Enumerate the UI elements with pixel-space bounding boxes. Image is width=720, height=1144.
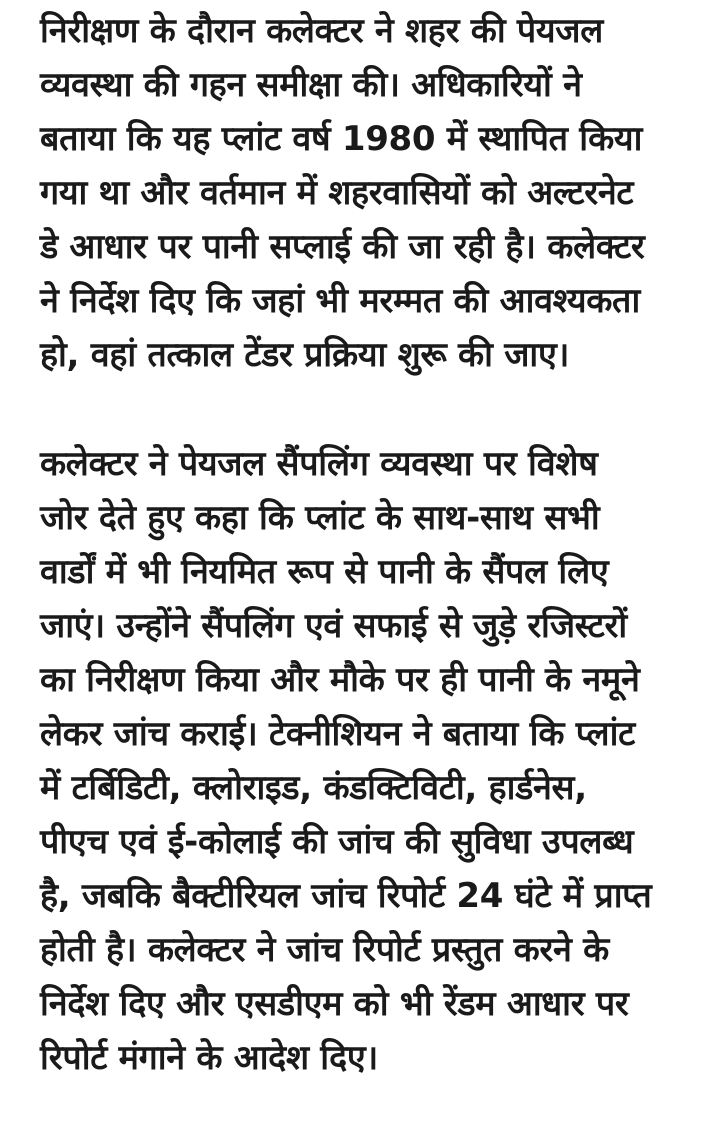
text-line: का निरीक्षण किया और मौके पर ही पानी के नमूने	[40, 660, 640, 700]
text-line: बताया कि यह प्लांट वर्ष 1980 में स्थापित किया	[40, 119, 643, 159]
text-line: निर्देश दिए और एसडीएम को भी रेंडम आधार पर	[40, 984, 629, 1024]
text-line: गया था और वर्तमान में शहरवासियों को अल्टरनेट	[40, 173, 634, 213]
text-line: जाएं। उन्होंने सैंपलिंग एवं सफाई से जुड़े रजिस्टरों	[40, 606, 627, 646]
text-line: ने निर्देश दिए कि जहां भी मरम्मत की आवश्यकता	[40, 281, 640, 321]
text-line: कलेक्टर ने पेयजल सैंपलिंग व्यवस्था पर विशेष	[40, 444, 598, 484]
text-line: रिपोर्ट मंगाने के आदेश दिए।	[40, 1038, 378, 1078]
text-line: व्यवस्था की गहन समीक्षा की। अधिकारियों ने	[40, 65, 582, 105]
paragraph-2	[40, 437, 690, 1085]
text-line: निरीक्षण के दौरान कलेक्टर ने शहर की पेयजल	[40, 11, 603, 51]
text-line: हो, वहां तत्काल टेंडर प्रक्रिया शुरू की जाए।	[40, 335, 570, 375]
text-line: होती है। कलेक्टर ने जांच रिपोर्ट प्रस्तुत करने के	[40, 930, 609, 970]
text-line: जोर देते हुए कहा कि प्लांट के साथ-साथ सभी	[40, 498, 600, 538]
text-line: है, जबकि बैक्टीरियल जांच रिपोर्ट 24 घंटे में प्राप्त	[40, 876, 652, 916]
text-line: में टर्बिडिटी, क्लोराइड, कंडक्टिविटी, हार्डनेस,	[40, 768, 587, 808]
paragraph-spacer	[40, 382, 690, 437]
text-line: पीएच एवं ई-कोलाई की जांच की सुविधा उपलब्ध	[40, 822, 634, 862]
text-line: डे आधार पर पानी सप्लाई की जा रही है। कलेक्टर	[40, 227, 645, 267]
text-line: लेकर जांच कराई। टेक्नीशियन ने बताया कि प्लांट	[40, 714, 635, 754]
text-line: वार्डों में भी नियमित रूप से पानी के सैंपल लिए	[40, 552, 609, 592]
paragraph-1	[40, 4, 690, 382]
article-body	[40, 4, 690, 1085]
